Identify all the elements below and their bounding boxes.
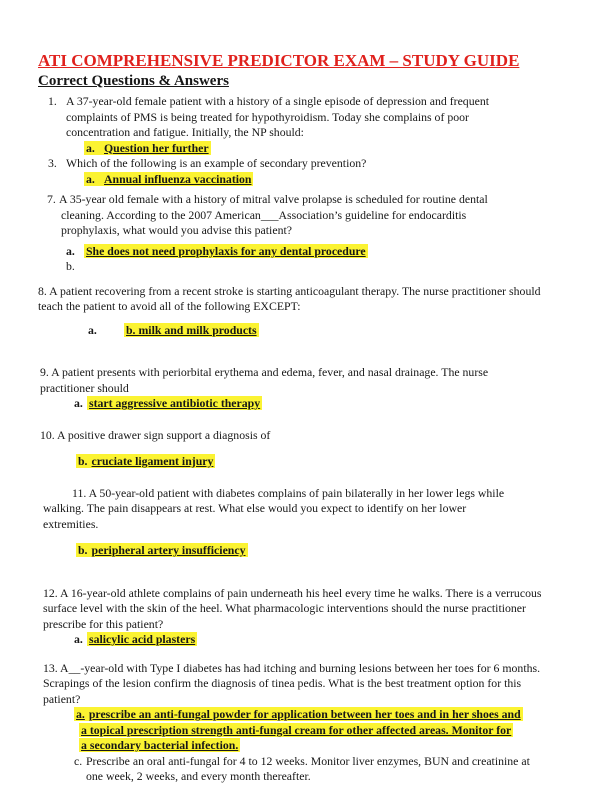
page-title: ATI COMPREHENSIVE PREDICTOR EXAM – STUDY GUIDE (38, 51, 520, 70)
question-text: A 37-year-old female patient with a history of a single episode of depression and frequent (66, 94, 490, 108)
question-11 (38, 486, 586, 559)
answer-text: start aggressive antibiotic therapy (89, 396, 261, 410)
question-line: teach the patient to avoid all of the following EXCEPT: (38, 299, 301, 313)
answer-text: She does not need prophylaxis for any dental procedure (86, 243, 366, 258)
answer-text: prescribe an anti-fungal powder for application between her toes and in her shoes and (88, 707, 521, 721)
answer-marker: a. (86, 140, 95, 155)
question-line: concentration and fatigue. Initially, the NP should: (66, 125, 304, 139)
question-line (38, 192, 586, 208)
answer-line (38, 738, 586, 754)
answer-line (38, 323, 586, 339)
answer-marker: a. (74, 396, 83, 410)
answer-line (38, 632, 586, 648)
answer-marker: a. (76, 707, 85, 721)
answer-marker: a. (86, 171, 95, 186)
answer-text: salicylic acid plasters (89, 632, 196, 646)
answer-line (38, 259, 586, 275)
question-line: 11. A 50-year-old patient with diabetes complains of pain bilaterally in her lower legs while (72, 485, 505, 500)
answer-highlight (87, 632, 197, 646)
answer-highlight (124, 323, 259, 337)
answer-line (38, 141, 586, 157)
answer-highlight (79, 723, 513, 737)
question-1 (38, 94, 586, 156)
answer-highlight (84, 244, 368, 258)
question-line: prophylaxis, what would you advise this patient? (61, 223, 292, 237)
answer-highlight (74, 707, 523, 721)
question-line: practitioner should (40, 380, 129, 395)
answer-marker: b. (78, 543, 88, 557)
question-line (38, 156, 586, 172)
answer-line (38, 754, 586, 770)
question-9 (38, 365, 586, 412)
question-line: 10. A positive drawer sign support a diagnosis of (40, 427, 271, 442)
question-line: Scrapings of the lesion confirm the diagnosis of tinea pedis. What is the best treatment option for this (43, 676, 522, 690)
answer-highlight (84, 141, 211, 155)
question-text: A 35-year old female with a history of mitral valve prolapse is scheduled for routine dental (59, 192, 488, 206)
answer-marker: c. (74, 753, 83, 768)
answer-highlight (79, 738, 240, 752)
page-subtitle: Correct Questions & Answers (38, 73, 229, 89)
answer-line (38, 244, 586, 260)
answer-line (38, 707, 586, 723)
question-12 (38, 586, 586, 648)
answer-text: Prescribe an oral anti-fungal for 4 to 12 weeks. Monitor liver enzymes, BUN and creatinine at (86, 753, 530, 768)
answer-marker: a. (74, 632, 83, 646)
answer-marker: a. (66, 243, 75, 258)
answer-text: a topical prescription strength anti-fungal cream for other affected areas. Monitor for (81, 722, 512, 737)
answer-text: Question her further (104, 140, 209, 155)
question-8 (38, 284, 586, 339)
answer-highlight (76, 543, 248, 557)
answer-line (38, 396, 586, 412)
question-line: patient? (43, 691, 81, 706)
question-13 (38, 661, 586, 785)
answer-highlight (84, 172, 253, 186)
answer-marker: b. (66, 259, 75, 273)
question-7 (38, 192, 586, 275)
answer-marker: b. (78, 454, 88, 468)
question-number: 3. (48, 156, 57, 170)
question-number: 7. (47, 192, 56, 206)
question-line: 8. A patient recovering from a recent stroke is starting anticoagulant therapy. The nurse practitioner should (38, 283, 541, 298)
question-line: 9. A patient presents with periorbital erythema and edema, fever, and nasal drainage. The nurse (40, 365, 489, 379)
answer-text: Annual influenza vaccination (104, 171, 252, 186)
answer-text: b. milk and milk products (126, 322, 257, 337)
question-line: 13. A__-year-old with Type I diabetes has had itching and burning lesions between her toes for 6 months. (43, 660, 541, 675)
answer-highlight (87, 396, 262, 410)
question-line: extremities. (43, 516, 99, 531)
answer-line (38, 723, 586, 739)
question-line: surface level with the skin of the heel. What pharmacologic interventions should the nurse practitioner (43, 601, 526, 615)
question-line: cleaning. According to the 2007 American___Association’s guideline for endocarditis (61, 207, 467, 222)
question-line: complaints of PMS is being treated for hypothyroidism. Today she complains of poor (66, 109, 469, 124)
question-text: Which of the following is an example of secondary prevention? (66, 156, 367, 170)
answer-line (38, 543, 586, 559)
question-number: 1. (48, 94, 57, 108)
answer-text: peripheral artery insufficiency (91, 543, 246, 557)
question-line: walking. The pain disappears at rest. What else would you expect to identify on her lower (43, 501, 467, 515)
question-line (38, 94, 586, 110)
question-10 (38, 428, 586, 470)
answer-highlight (76, 454, 215, 468)
answer-line: one week, 2 weeks, and every month thereafter. (86, 769, 311, 783)
answer-line (38, 172, 586, 188)
answer-marker: a. (88, 322, 97, 337)
question-line: 12. A 16-year-old athlete complains of pain underneath his heel every time he walks. There is a verrucous (43, 585, 542, 600)
answer-text: a secondary bacterial infection. (81, 738, 239, 752)
answer-text: cruciate ligament injury (91, 454, 214, 468)
question-3 (38, 156, 586, 187)
question-line: prescribe for this patient? (43, 616, 164, 631)
answer-line (38, 454, 586, 470)
